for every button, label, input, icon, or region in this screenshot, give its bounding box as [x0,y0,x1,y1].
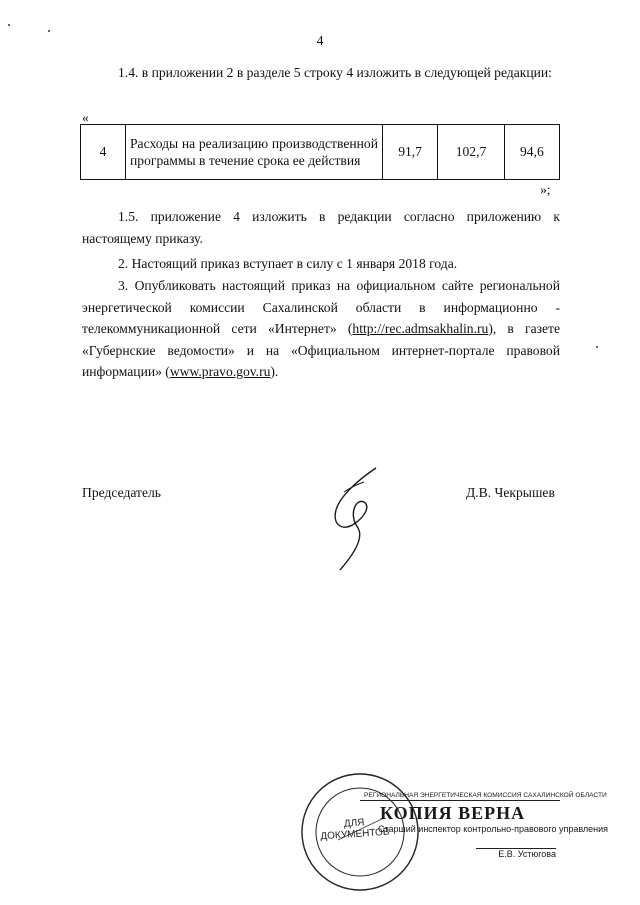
row-description-cell: Расходы на реализацию производственной программы в течение срока ее действия [126,125,383,180]
row-value-cell-1: 91,7 [383,125,438,180]
stamp-title: КОПИЯ ВЕРНА [380,803,526,823]
signatory-position: Председатель [82,485,161,500]
copy-certified-stamp [360,790,609,859]
paragraph-3 [82,275,560,383]
stamp-position: Старший инспектор контрольно-правового управления [378,824,609,834]
page-number: 4 [316,34,324,49]
pravo-portal-link[interactable]: www.pravo.gov.ru [169,364,271,379]
paragraph-1-4: 1.4. в приложении 2 в разделе 5 строку 4 изложить в следующей редакции: [118,65,552,80]
row-number-cell: 4 [81,125,126,180]
scan-speck [8,24,10,26]
scan-speck [48,30,50,32]
signatory-name: Д.В. Чекрышев [466,485,555,500]
row-value-cell-3: 94,6 [504,125,559,180]
row-value-cell-2: 102,7 [438,125,505,180]
paragraph-1-5: 1.5. приложение 4 изложить в редакции согласно приложению к настоящему приказу. [82,209,560,246]
table-row [81,125,560,180]
paragraph-3-text-1: 3. Опубликовать настоящий приказ на официальном сайте региональной энергетической комиссии Сахалинской области в информационно - телекоммуникационной сети «Интернет» ( [82,278,560,336]
stamp-organization: РЕГИОНАЛЬНАЯ ЭНЕРГЕТИЧЕСКАЯ КОМИССИЯ САХАЛИНСКОЙ ОБЛАСТИ [360,790,560,801]
open-quote: « [82,110,89,125]
close-quote: »; [540,182,551,197]
stamp-docs-line-1: ДЛЯ [343,817,365,830]
paragraph-3-text-2: ), в газете «Губернские ведомости» и на «Официальном интернет-портале правовой информации» ( [82,321,560,379]
scan-speck [596,346,598,348]
handwritten-signature [318,462,398,574]
stamp-docs-line-2: ДОКУМЕНТОВ [320,826,390,843]
stamp-signer: Е.В. Устюгова [476,848,556,859]
paragraph-3-text-3: ). [270,364,279,379]
commission-site-link[interactable]: http://rec.admsakhalin.ru [352,321,489,336]
paragraph-2: 2. Настоящий приказ вступает в силу с 1 января 2018 года. [118,256,458,271]
amended-table-row [80,124,560,180]
